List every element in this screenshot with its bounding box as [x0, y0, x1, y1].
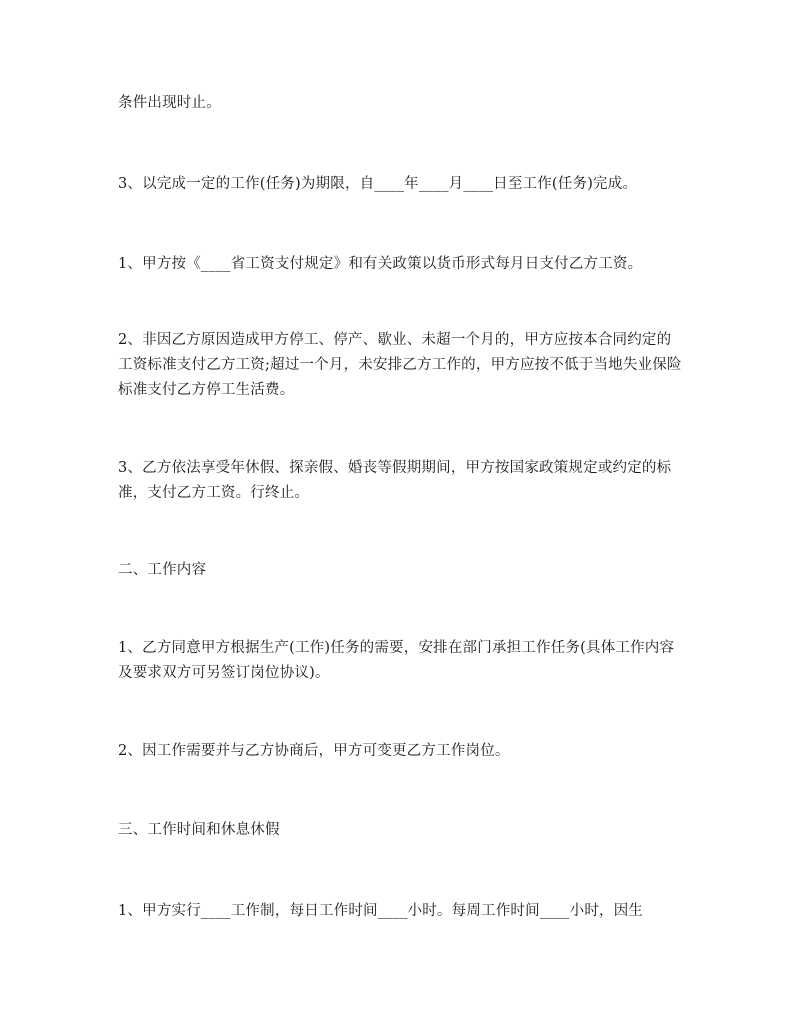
paragraph-work-system: 1、甲方实行____工作制，每日工作时间____小时。每周工作时间____小时，因生	[118, 903, 644, 919]
section-heading-work-hours: 三、工作时间和休息休假	[118, 822, 280, 838]
section-heading-work-content: 二、工作内容	[118, 562, 207, 578]
paragraph-wage-payment: 1、甲方按《____省工资支付规定》和有关政策以货币形式每月日支付乙方工资。	[118, 256, 643, 272]
paragraph-work-stoppage: 2、非因乙方原因造成甲方停工、停产、歇业、未超一个月的，甲方应按本合同约定的工资标准支付乙方工资;超过一个月，未安排乙方工作的，甲方应按不低于当地失业保险标准支付乙方停工生活费。	[118, 332, 682, 398]
paragraph-condition-end: 条件出现时止。	[118, 95, 221, 111]
paragraph-term-task: 3、以完成一定的工作(任务)为期限，自____年____月____日至工作(任务)完成。	[118, 176, 638, 192]
paragraph-position-change: 2、因工作需要并与乙方协商后，甲方可变更乙方工作岗位。	[118, 743, 510, 759]
paragraph-leave-wages: 3、乙方依法享受年休假、探亲假、婚丧等假期期间，甲方按国家政策规定或约定的标准，支付乙方工资。行终止。	[118, 460, 672, 501]
paragraph-work-assignment: 1、乙方同意甲方根据生产(工作)任务的需要，安排在部门承担工作任务(具体工作内容及要求双方可另签订岗位协议)。	[118, 640, 675, 681]
